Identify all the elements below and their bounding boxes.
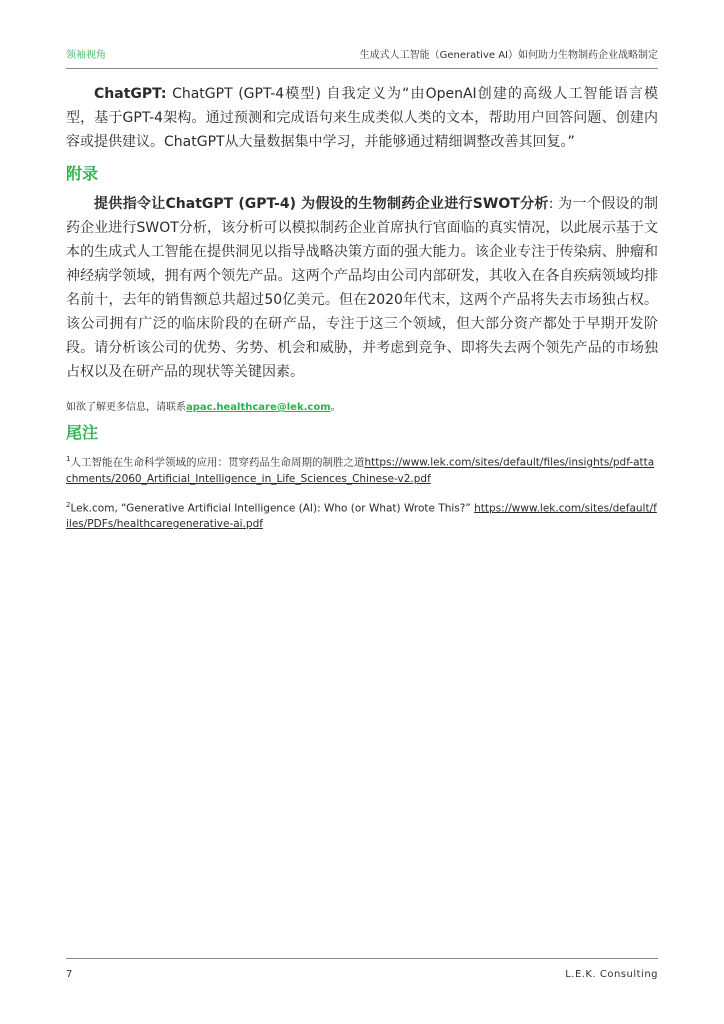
endnote-text: Lek.com, “Generative Artificial Intelligence (AI): Who (or What) Wrote This?” bbox=[70, 502, 475, 514]
header-document-title: 生成式人工智能（Generative AI）如何助力生物制药企业战略制定 bbox=[359, 50, 658, 61]
appendix-paragraph bbox=[66, 192, 658, 384]
endnote-1 bbox=[66, 451, 658, 487]
appendix-lead: 提供指令让ChatGPT (GPT-4) 为假设的生物制药企业进行SWOT分析 bbox=[94, 196, 549, 212]
contact-email-link[interactable]: apac.healthcare@lek.com bbox=[186, 402, 331, 413]
endnote-text: 人工智能在生命科学领域的应用：贯穿药品生命周期的制胜之道 bbox=[70, 456, 365, 469]
page-content bbox=[66, 82, 658, 542]
contact-line bbox=[66, 398, 658, 413]
intro-term: ChatGPT: bbox=[94, 86, 167, 102]
contact-suffix: 。 bbox=[330, 402, 341, 413]
footer-brand: L.E.K. Consulting bbox=[565, 969, 658, 980]
page-footer bbox=[66, 958, 658, 985]
contact-prefix: 如欲了解更多信息，请联系 bbox=[66, 402, 186, 413]
page-number: 7 bbox=[66, 969, 73, 980]
endnote-2 bbox=[66, 497, 658, 533]
page-header bbox=[66, 42, 658, 69]
endnote-url-link[interactable]: https://www.lek.com/sites/default/files/insights/pdf-attachments/2060_Artificial_Intelligence_in_Life_Sciences_Chinese-v2.pdf bbox=[66, 456, 655, 485]
appendix-heading: 附录 bbox=[66, 164, 99, 183]
endnote-number: 2 bbox=[66, 500, 71, 509]
endnote-number: 1 bbox=[66, 455, 71, 463]
appendix-text: : 为一个假设的制药企业进行SWOT分析，该分析可以模拟制药企业首席执行官面临的真实情况，以此展示基于文本的生成式人工智能在提供洞见以指导战略决策方面的强大能力。该企业专注于传染病、肿瘤和神经病学领域，拥有两个领先产品。这两个产品均由公司内部研发，其收入在各自疾病领域均排名前十，去年的销售额总共超过50亿美元。但在2020年代末，这两个产品将失去市场独占权。该公司拥有广泛的临床阶段的在研产品，专注于这三个领域，但大部分资产都处于早期开发阶段。请分析该公司的优势、劣势、机会和威胁，并考虑到竞争、即将失去两个领先产品的市场独占权以及在研产品的现状等关键因素。 bbox=[66, 196, 659, 380]
header-section-label: 领袖视角 bbox=[66, 50, 106, 61]
intro-text: ChatGPT (GPT-4模型) 自我定义为“由OpenAI创建的高级人工智能语言模型，基于GPT-4架构。通过预测和完成语句来生成类似人类的文本，帮助用户回答问题、创建内容或提供建议。ChatGPT从大量数据集中学习，并能够通过精细调整改善其回复。” bbox=[66, 86, 658, 150]
endnote-url-link[interactable]: https://www.lek.com/sites/default/files/PDFs/healthcaregenerative-ai.pdf bbox=[66, 502, 657, 530]
endnotes-heading: 尾注 bbox=[66, 423, 99, 442]
intro-paragraph bbox=[66, 82, 658, 154]
